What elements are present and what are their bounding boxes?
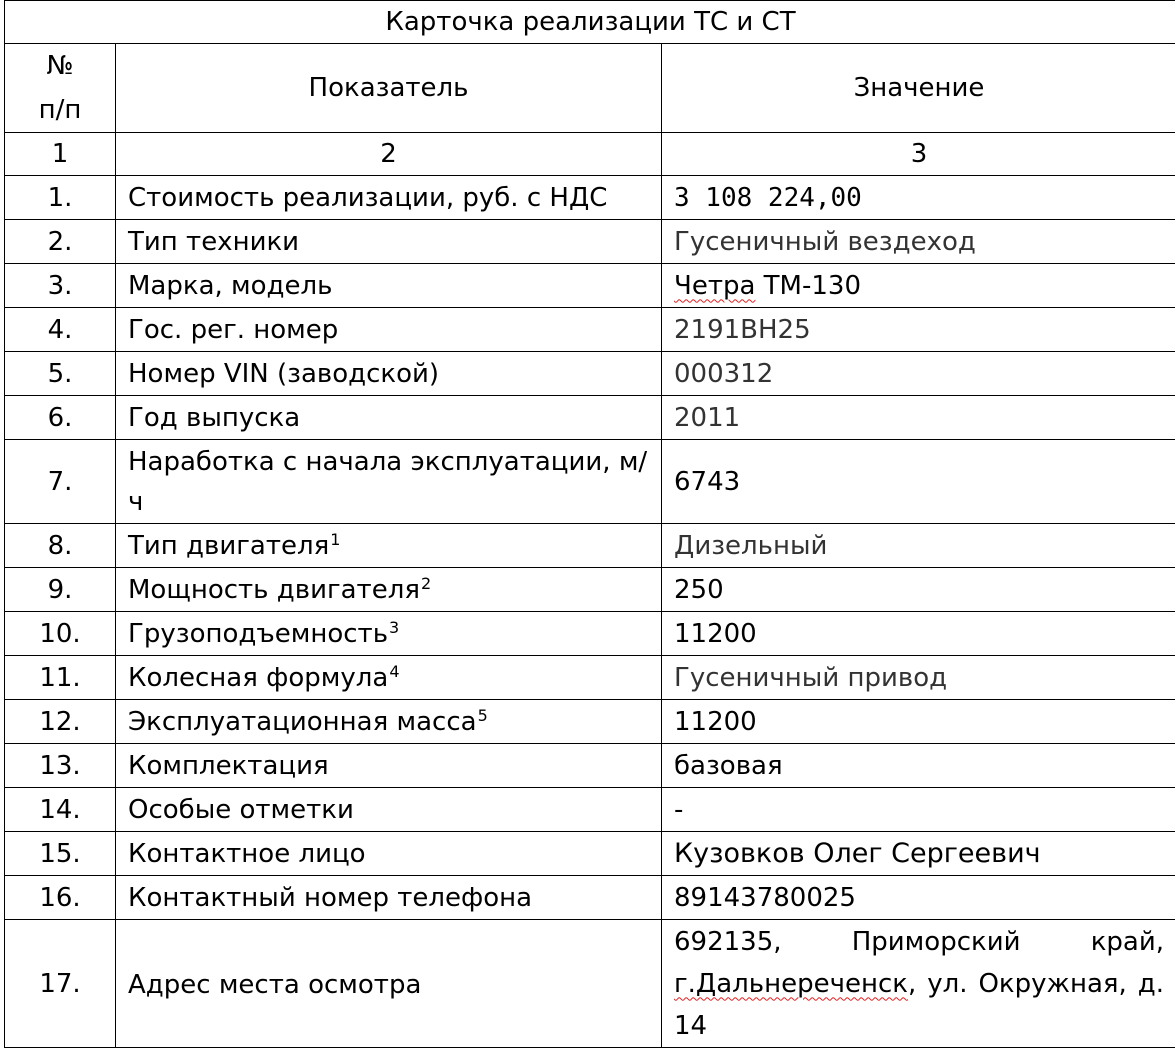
- card-title: Карточка реализации ТС и СТ: [5, 1, 1175, 44]
- row-label-text: Грузоподъемность: [128, 618, 389, 649]
- row-label: Номер VIN (заводской): [116, 352, 662, 396]
- row-number: 12.: [5, 700, 116, 744]
- table-row: [5, 876, 1175, 920]
- row-number: 4.: [5, 308, 116, 352]
- column-number-2: 2: [116, 133, 662, 176]
- row-label: Тип техники: [116, 220, 662, 264]
- address-city: г.Дальнереченск: [674, 968, 908, 999]
- row-label: [116, 524, 662, 568]
- row-value: [662, 920, 1175, 1048]
- row-label: [116, 612, 662, 656]
- column-number-1: 1: [5, 133, 116, 176]
- table-row: [5, 396, 1175, 440]
- row-value: Гусеничный вездеход: [662, 220, 1175, 264]
- header-number: [5, 44, 116, 133]
- row-value: базовая: [662, 744, 1175, 788]
- row-number: 3.: [5, 264, 116, 308]
- row-number: 16.: [5, 876, 116, 920]
- table-row: [5, 352, 1175, 396]
- header-number-line2: п/п: [38, 95, 82, 125]
- row-label: Стоимость реализации, руб. с НДС: [116, 176, 662, 220]
- row-number: 7.: [5, 440, 116, 524]
- table-row: [5, 308, 1175, 352]
- address-part-2: , ул. Окружная, д. 14: [674, 968, 1164, 1041]
- row-label: Контактный номер телефона: [116, 876, 662, 920]
- footnote-marker: 1: [330, 529, 341, 549]
- row-value: 2011: [662, 396, 1175, 440]
- header-number-line1: №: [46, 51, 74, 81]
- table-row: [5, 656, 1175, 700]
- table-row: [5, 788, 1175, 832]
- row-number: 10.: [5, 612, 116, 656]
- table-row: [5, 568, 1175, 612]
- row-value-brand: Четра: [674, 270, 756, 301]
- table-row: [5, 176, 1175, 220]
- table-row: [5, 264, 1175, 308]
- row-label: Особые отметки: [116, 788, 662, 832]
- row-value: Дизельный: [662, 524, 1175, 568]
- table-row: [5, 700, 1175, 744]
- row-number: 17.: [5, 920, 116, 1048]
- row-label: [116, 568, 662, 612]
- row-label: Контактное лицо: [116, 832, 662, 876]
- table-row: [5, 744, 1175, 788]
- footnote-marker: 3: [389, 617, 400, 637]
- row-value: 000312: [662, 352, 1175, 396]
- table-row: [5, 524, 1175, 568]
- row-number: 6.: [5, 396, 116, 440]
- row-value: 3 108 224,00: [662, 176, 1175, 220]
- row-value-model: ТМ-130: [755, 270, 861, 301]
- column-number-3: 3: [662, 133, 1175, 176]
- row-value: 89143780025: [662, 876, 1175, 920]
- row-number: 8.: [5, 524, 116, 568]
- row-value: Кузовков Олег Сергеевич: [662, 832, 1175, 876]
- row-number: 15.: [5, 832, 116, 876]
- row-number: 1.: [5, 176, 116, 220]
- row-label: [116, 700, 662, 744]
- address-part-1: 692135, Приморский край,: [674, 926, 1164, 957]
- row-label: Год выпуска: [116, 396, 662, 440]
- row-value: -: [662, 788, 1175, 832]
- row-label-text: Тип двигателя: [128, 530, 330, 561]
- footnote-marker: 5: [477, 705, 488, 725]
- row-number: 14.: [5, 788, 116, 832]
- row-label-text: Колесная формула: [128, 662, 389, 693]
- table-row: [5, 220, 1175, 264]
- table-row: [5, 920, 1175, 1048]
- footnote-marker: 2: [420, 573, 432, 593]
- row-number: 9.: [5, 568, 116, 612]
- row-label-text: Мощность двигателя: [128, 574, 420, 605]
- row-value: 11200: [662, 700, 1175, 744]
- header-value: Значение: [662, 44, 1175, 133]
- row-label: Марка, модель: [116, 264, 662, 308]
- row-number: 5.: [5, 352, 116, 396]
- row-value: 250: [662, 568, 1175, 612]
- row-label: Адрес места осмотра: [116, 920, 662, 1048]
- row-value: 6743: [662, 440, 1175, 524]
- row-value: 11200: [662, 612, 1175, 656]
- row-label: Гос. рег. номер: [116, 308, 662, 352]
- table-row: [5, 440, 1175, 524]
- table-row: [5, 832, 1175, 876]
- row-label-text: Эксплуатационная масса: [128, 706, 477, 737]
- row-label: Наработка с начала эксплуатации, м/ч: [116, 440, 662, 524]
- row-number: 11.: [5, 656, 116, 700]
- row-value: [662, 264, 1175, 308]
- row-number: 13.: [5, 744, 116, 788]
- footnote-marker: 4: [389, 661, 400, 681]
- sale-card-table: [4, 0, 1175, 1048]
- row-number: 2.: [5, 220, 116, 264]
- header-indicator: Показатель: [116, 44, 662, 133]
- row-value: Гусеничный привод: [662, 656, 1175, 700]
- row-label: [116, 656, 662, 700]
- row-value: 2191ВН25: [662, 308, 1175, 352]
- table-row: [5, 612, 1175, 656]
- row-label: Комплектация: [116, 744, 662, 788]
